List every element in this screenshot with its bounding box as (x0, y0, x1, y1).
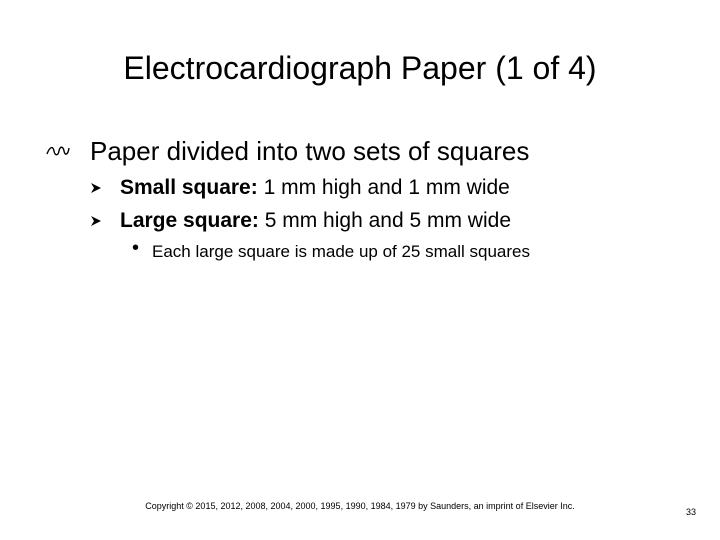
arrow-bullet-icon (90, 182, 102, 194)
page-number: 33 (686, 507, 697, 517)
sub-bullet-text (120, 174, 510, 202)
sub-bullet-term: Large square: (120, 209, 259, 232)
sub-bullet-detail: 5 mm high and 5 mm wide (258, 209, 511, 232)
sub-bullet-text (120, 207, 511, 235)
arrow-bullet-icon (90, 215, 102, 227)
sub-bullet-term: Small square: (120, 176, 258, 199)
sub-sub-bullet-text: Each large square is made up of 25 small squares (152, 242, 530, 261)
copyright-notice: Copyright © 2015, 2012, 2008, 2004, 2000, 1995, 1990, 1984, 1979 by Saunders, an imprint of Elsevier Inc. (145, 501, 575, 511)
squiggle-bullet-icon (46, 144, 70, 158)
dot-bullet-icon: • (132, 237, 140, 259)
slide-title: Electrocardiograph Paper (1 of 4) (123, 50, 597, 86)
bullet-level1-text: Paper divided into two sets of squares (90, 136, 530, 166)
sub-bullet-detail: 1 mm high and 1 mm wide (257, 176, 510, 199)
